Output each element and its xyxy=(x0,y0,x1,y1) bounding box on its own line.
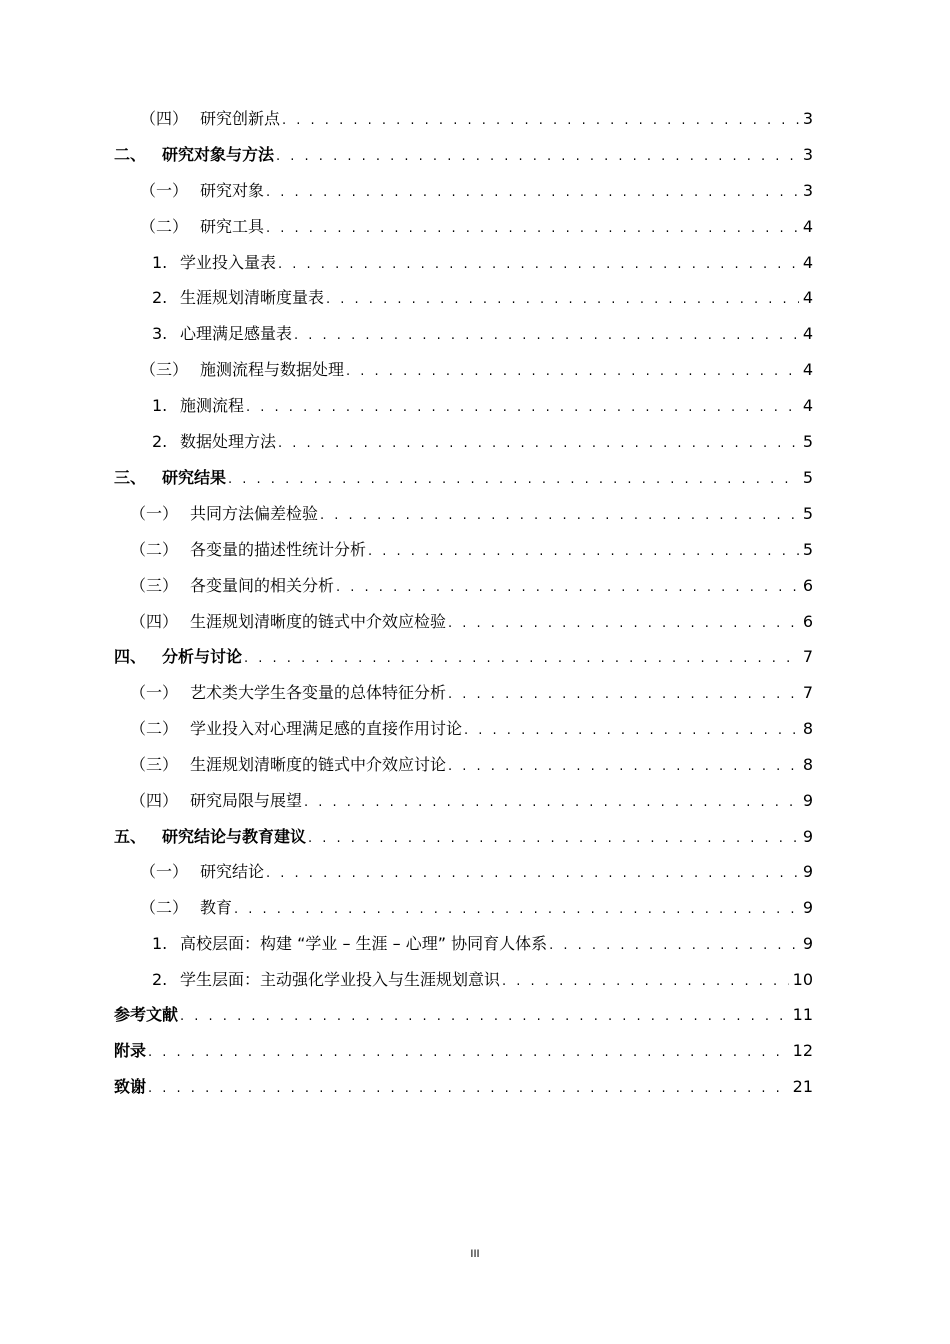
toc-entry-title: 生涯规划清晰度的链式中介效应讨论 xyxy=(190,755,447,774)
toc-entry-page: 5 xyxy=(802,432,813,451)
toc-entry-number: （四） xyxy=(130,791,179,810)
page-number-footer: III xyxy=(470,1248,480,1260)
dot-leader xyxy=(368,542,799,562)
toc-entry-page: 4 xyxy=(802,360,813,379)
dot-leader xyxy=(148,1043,789,1063)
dot-leader xyxy=(448,757,799,777)
toc-entry-title: 生涯规划清晰度的链式中介效应检验 xyxy=(190,612,447,631)
toc-entry-number: （三） xyxy=(130,755,179,774)
toc-entry-page: 4 xyxy=(802,217,813,236)
toc-entry-page: 9 xyxy=(802,862,813,881)
toc-entry-page: 4 xyxy=(802,396,813,415)
toc-entry-title: 学生层面：主动强化学业投入与生涯规划意识 xyxy=(180,970,501,989)
toc-entry-number: （一） xyxy=(130,683,179,702)
toc-entry[interactable] xyxy=(152,324,813,344)
toc-entry-page: 8 xyxy=(802,755,813,774)
toc-entry[interactable] xyxy=(140,109,813,129)
toc-entry-title: 研究结论 xyxy=(200,862,265,881)
toc-entry[interactable] xyxy=(152,934,813,954)
toc-entry-page: 9 xyxy=(802,791,813,810)
dot-leader xyxy=(246,398,799,418)
toc-entry[interactable] xyxy=(114,468,813,488)
toc-entry[interactable] xyxy=(140,862,813,882)
toc-entry-title: 生涯规划清晰度量表 xyxy=(180,288,325,307)
toc-entry-title: 学业投入量表 xyxy=(180,253,277,272)
dot-leader xyxy=(228,470,799,490)
toc-entry-page: 3 xyxy=(802,109,813,128)
toc-entry-title: 研究创新点 xyxy=(200,109,281,128)
toc-entry[interactable] xyxy=(130,791,813,811)
toc-entry[interactable] xyxy=(130,719,813,739)
toc-entry-page: 5 xyxy=(802,540,813,559)
toc-entry[interactable] xyxy=(140,898,813,918)
toc-entry-page: 4 xyxy=(802,324,813,343)
toc-entry[interactable] xyxy=(140,181,813,201)
toc-entry-title: 施测流程与数据处理 xyxy=(200,360,345,379)
toc-entry-page: 5 xyxy=(802,468,813,487)
toc-entry-number: （二） xyxy=(140,898,189,917)
toc-entry[interactable] xyxy=(130,540,813,560)
toc-entry-number: （一） xyxy=(140,181,189,200)
toc-entry-number: 1. xyxy=(152,396,168,415)
dot-leader xyxy=(308,829,799,849)
toc-entry-number: （二） xyxy=(140,217,189,236)
dot-leader xyxy=(234,900,799,920)
toc-entry-number: （一） xyxy=(130,504,179,523)
toc-entry-title: 附录 xyxy=(114,1041,147,1060)
toc-entry[interactable] xyxy=(114,1041,813,1061)
toc-entry-page: 3 xyxy=(802,145,813,164)
dot-leader xyxy=(549,936,799,956)
toc-entry-page: 21 xyxy=(792,1077,813,1096)
toc-entry-title: 共同方法偏差检验 xyxy=(190,504,319,523)
dot-leader xyxy=(266,183,799,203)
dot-leader xyxy=(502,972,789,992)
dot-leader xyxy=(294,326,799,346)
toc-entry-number: （二） xyxy=(130,719,179,738)
toc-entry[interactable] xyxy=(130,612,813,632)
dot-leader xyxy=(320,506,799,526)
dot-leader xyxy=(282,111,799,131)
toc-entry-page: 4 xyxy=(802,288,813,307)
toc-entry-title: 研究结果 xyxy=(162,468,227,487)
toc-entry[interactable] xyxy=(140,360,813,380)
toc-entry-title: 教育 xyxy=(200,898,233,917)
toc-entry-number: （四） xyxy=(140,109,189,128)
dot-leader xyxy=(326,290,799,310)
toc-entry-title: 研究结论与教育建议 xyxy=(162,827,307,846)
toc-entry-title: 研究局限与展望 xyxy=(190,791,303,810)
toc-entry[interactable] xyxy=(152,432,813,452)
toc-entry-page: 7 xyxy=(802,683,813,702)
toc-entry-number: 1. xyxy=(152,934,168,953)
dot-leader xyxy=(448,614,799,634)
toc-entry-page: 7 xyxy=(802,647,813,666)
dot-leader xyxy=(464,721,799,741)
toc-entry[interactable] xyxy=(152,288,813,308)
toc-entry-number: 三、 xyxy=(114,468,147,487)
toc-entry-title: 各变量间的相关分析 xyxy=(190,576,335,595)
toc-entry[interactable] xyxy=(130,504,813,524)
dot-leader xyxy=(266,219,799,239)
toc-entry-title: 参考文献 xyxy=(114,1005,179,1024)
toc-entry-title: 艺术类大学生各变量的总体特征分析 xyxy=(190,683,447,702)
toc-entry[interactable] xyxy=(130,755,813,775)
toc-entry-page: 6 xyxy=(802,612,813,631)
toc-entry-number: 3. xyxy=(152,324,168,343)
toc-entry-number: 二、 xyxy=(114,145,147,164)
toc-entry-page: 9 xyxy=(802,934,813,953)
toc-entry[interactable] xyxy=(114,145,813,165)
toc-entry-title: 学业投入对心理满足感的直接作用讨论 xyxy=(190,719,463,738)
dot-leader xyxy=(180,1007,789,1027)
toc-entry-page: 5 xyxy=(802,504,813,523)
dot-leader xyxy=(278,255,799,275)
toc-entry-title: 研究对象与方法 xyxy=(162,145,275,164)
toc-entry[interactable] xyxy=(152,970,813,990)
toc-entry-title: 研究工具 xyxy=(200,217,265,236)
toc-entry-title: 高校层面：构建 “学业 – 生涯 – 心理” 协同育人体系 xyxy=(180,934,548,953)
toc-entry-title: 分析与讨论 xyxy=(162,647,243,666)
toc-entry-number: 2. xyxy=(152,288,168,307)
toc-entry-title: 施测流程 xyxy=(180,396,245,415)
toc-entry-number: （三） xyxy=(140,360,189,379)
toc-entry-number: 1. xyxy=(152,253,168,272)
toc-entry-page: 12 xyxy=(792,1041,813,1060)
dot-leader xyxy=(278,434,799,454)
toc-entry-number: 四、 xyxy=(114,647,147,666)
toc-entry[interactable] xyxy=(152,253,813,273)
toc-entry-page: 3 xyxy=(802,181,813,200)
dot-leader xyxy=(276,147,799,167)
toc-entry[interactable] xyxy=(140,217,813,237)
toc-entry-title: 各变量的描述性统计分析 xyxy=(190,540,367,559)
dot-leader xyxy=(346,362,799,382)
toc-entry[interactable] xyxy=(130,683,813,703)
toc-entry-number: 五、 xyxy=(114,827,147,846)
toc-entry-page: 6 xyxy=(802,576,813,595)
toc-entry-number: （一） xyxy=(140,862,189,881)
dot-leader xyxy=(244,649,799,669)
toc-entry-page: 9 xyxy=(802,827,813,846)
toc-entry[interactable] xyxy=(114,1005,813,1025)
toc-entry-number: 2. xyxy=(152,970,168,989)
dot-leader xyxy=(336,578,799,598)
toc-entry-page: 11 xyxy=(792,1005,813,1024)
toc-entry-number: （三） xyxy=(130,576,179,595)
toc-entry-title: 数据处理方法 xyxy=(180,432,277,451)
toc-entry[interactable] xyxy=(114,647,813,667)
dot-leader xyxy=(448,685,799,705)
toc-entry[interactable] xyxy=(114,827,813,847)
toc-entry-number: （二） xyxy=(130,540,179,559)
toc-entry-page: 8 xyxy=(802,719,813,738)
dot-leader xyxy=(304,793,799,813)
toc-entry-page: 9 xyxy=(802,898,813,917)
dot-leader xyxy=(148,1079,789,1099)
toc-entry-title: 研究对象 xyxy=(200,181,265,200)
dot-leader xyxy=(266,864,799,884)
toc-entry-page: 4 xyxy=(802,253,813,272)
toc-entry-number: 2. xyxy=(152,432,168,451)
toc-entry-title: 致谢 xyxy=(114,1077,147,1096)
toc-entry[interactable] xyxy=(152,396,813,416)
toc-entry[interactable] xyxy=(130,576,813,596)
toc-entry-number: （四） xyxy=(130,612,179,631)
toc-entry-title: 心理满足感量表 xyxy=(180,324,293,343)
toc-entry-page: 10 xyxy=(792,970,813,989)
toc-entry[interactable] xyxy=(114,1077,813,1097)
